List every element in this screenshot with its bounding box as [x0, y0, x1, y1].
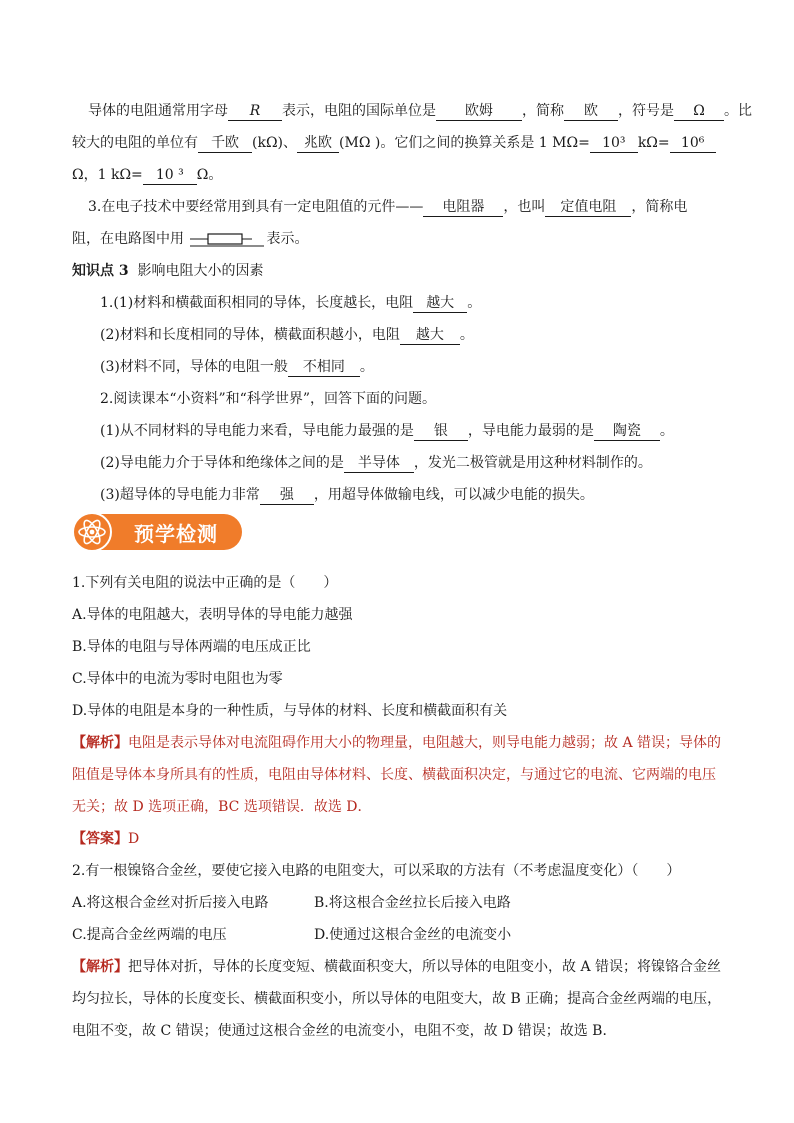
text: Ω，1 kΩ=: [72, 167, 143, 183]
text-line: [72, 228, 722, 250]
answer-blank: 越大: [413, 294, 467, 313]
text: 1.(1)材料和横截面积相同的导体，长度越长，电阻: [100, 295, 414, 311]
text: (3)材料不同，导体的电阻一般: [100, 359, 288, 375]
option-c: C.导体中的电流为零时电阻也为零: [72, 671, 283, 687]
text: kΩ=: [637, 135, 670, 151]
text: ，发光二极管就是用这种材料制作的。: [413, 455, 652, 471]
answer-blank: 半导体: [344, 454, 414, 473]
answer-value: D: [128, 831, 140, 847]
answer-blank: 电阻器: [423, 198, 503, 217]
text: 。: [659, 423, 674, 439]
question-stem: 2.有一根镍铬合金丝，要使它接入电路的电阻变大，可以采取的方法有（不考虑温度变化）（ ）: [72, 863, 681, 879]
option-b: B.将这根合金丝拉长后接入电路: [314, 895, 511, 911]
text: 。: [459, 327, 474, 343]
text: 。: [359, 359, 374, 375]
option-a: A.将这根合金丝对折后接入电路: [72, 895, 269, 911]
text: (MΩ )。它们之间的换算关系是 1 MΩ=: [339, 135, 590, 151]
text: ，也叫: [503, 199, 546, 215]
answer-blank: 10 ³: [143, 166, 197, 185]
text: 电阻是表示导体对电流阻碍作用大小的物理量，电阻越大，则导电能力越弱；故 A 错误；导体的: [128, 735, 722, 751]
atom-icon: [72, 512, 112, 552]
question-stem: 1.下列有关电阻的说法中正确的是（ ）: [72, 575, 338, 591]
text-line: [72, 164, 722, 186]
text: ，简称电: [631, 199, 688, 215]
text: Ω。: [196, 167, 223, 183]
text: ，符号是: [618, 103, 674, 119]
text: 较大的电阻的单位有: [72, 135, 198, 151]
text-line: [100, 292, 750, 314]
section-banner: [72, 512, 244, 552]
analysis-text: 电阻不变，故 C 错误；使通过这根合金丝的电流变小，电阻不变，故 D 错误；故选 B．: [72, 1023, 617, 1039]
heading-text: 影响电阻大小的因素: [137, 263, 264, 279]
text: 3.在电子技术中要经常用到具有一定电阻值的元件——: [88, 199, 424, 215]
answer-blank: 千欧: [198, 134, 252, 153]
text: (kΩ)、: [252, 135, 298, 151]
analysis-text: [72, 732, 722, 754]
option-row: [72, 924, 722, 946]
resistor-symbol-icon: [188, 230, 266, 248]
text: (3)超导体的导电能力非常: [100, 487, 260, 503]
answer-blank: 银: [414, 422, 468, 441]
answer-blank: 10³: [590, 134, 638, 153]
text: 。比: [724, 103, 752, 119]
analysis-tag: 【解析】: [72, 735, 128, 751]
text-line: [100, 356, 750, 378]
answer-blank: 定值电阻: [545, 198, 631, 217]
text: (1)从不同材料的导电能力来看，导电能力最强的是: [100, 423, 414, 439]
text-line: [100, 452, 750, 474]
text: 把导体对折，导体的长度变短、横截面积变大，所以导体的电阻变小，故 A 错误；将镍铬合金丝: [128, 959, 722, 975]
answer-blank: R: [228, 102, 282, 121]
answer-tag: 【答案】: [72, 831, 128, 847]
answer-blank: 陶瓷: [594, 422, 660, 441]
text: 阻，在电路图中用: [72, 231, 184, 247]
text-line: 2.阅读课本“小资料”和“科学世界”，回答下面的问题。: [100, 391, 436, 407]
option-d: D.使通过这根合金丝的电流变小: [314, 927, 512, 943]
analysis-text: 均匀拉长，导体的长度变长、横截面积变小，所以导体的电阻变大，故 B 正确；提高合金丝两端的电压，: [72, 991, 722, 1007]
text-line: [72, 132, 722, 154]
option-b: B.导体的电阻与导体两端的电压成正比: [72, 639, 311, 655]
answer-blank: 兆欧: [297, 134, 339, 153]
answer-blank: Ω: [674, 102, 724, 121]
text: 。: [467, 295, 482, 311]
text: 表示，电阻的国际单位是: [282, 103, 436, 119]
option-d: D.导体的电阻是本身的一种性质，与导体的材料、长度和横截面积有关: [72, 703, 508, 719]
text-line: [100, 324, 750, 346]
analysis-text: 阻值是导体本身所具有的性质，电阻由导体材料、长度、横截面积决定，与通过它的电流、它两端的电压: [72, 767, 716, 783]
heading-label: 知识点 3: [72, 263, 129, 279]
text: ，导电能力最弱的是: [467, 423, 594, 439]
text-line: [88, 100, 752, 122]
text-line: [88, 196, 738, 218]
answer-blank: 强: [260, 486, 314, 505]
section-heading: [72, 260, 722, 282]
analysis-tag: 【解析】: [72, 959, 128, 975]
analysis-text: [72, 956, 722, 978]
answer-blank: 10⁶: [670, 134, 716, 153]
option-a: A.导体的电阻越大，表明导体的导电能力越强: [72, 607, 353, 623]
option-c: C.提高合金丝两端的电压: [72, 927, 227, 943]
analysis-text: 无关；故 D 选项正确，BC 选项错误．故选 D．: [72, 799, 372, 815]
text-line: [100, 420, 750, 442]
text: 表示。: [266, 231, 309, 247]
text: (2)材料和长度相同的导体，横截面积越小，电阻: [100, 327, 400, 343]
text: ，简称: [522, 103, 564, 119]
text: (2)导电能力介于导体和绝缘体之间的是: [100, 455, 344, 471]
answer-blank: 欧: [564, 102, 618, 121]
answer-blank: 不相同: [288, 358, 360, 377]
text: ，用超导体做输电线，可以减少电能的损失。: [313, 487, 594, 503]
text-line: [100, 484, 750, 506]
banner-title: 预学检测: [134, 522, 218, 546]
answer-blank: 欧姆: [436, 102, 522, 121]
text: 导体的电阻通常用字母: [88, 103, 228, 119]
answer-blank: 越大: [400, 326, 460, 345]
answer-text: [72, 828, 722, 850]
option-row: [72, 892, 722, 914]
